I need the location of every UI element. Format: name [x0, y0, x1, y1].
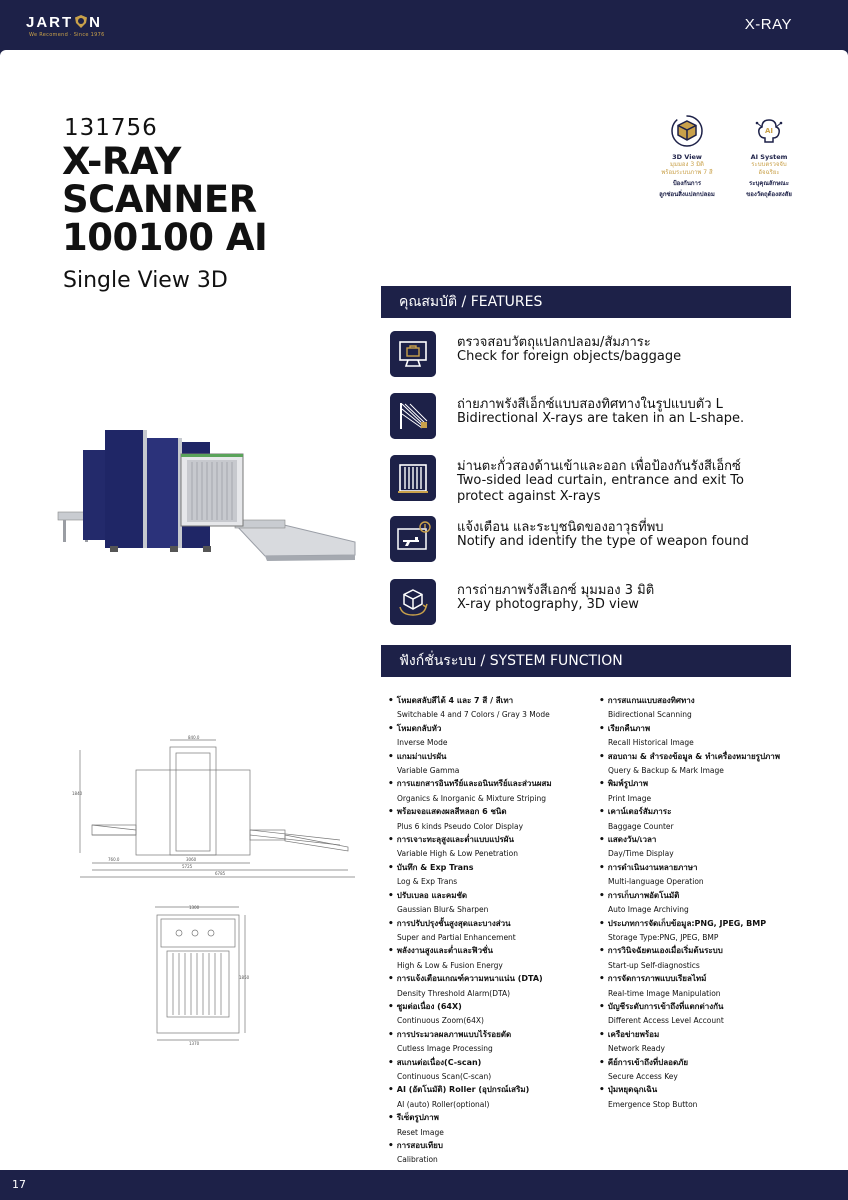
feature-en [457, 597, 639, 613]
function-item-th: • การดำเนินงานหลายภาษา [599, 861, 799, 875]
page-footer [0, 1170, 848, 1200]
product-code: 131756 [64, 115, 158, 141]
title-line: SCANNER [62, 178, 257, 221]
function-item-en: Multi-language Operation [608, 877, 704, 887]
badge-desc: ของวัตถุต้องสงสัย [746, 191, 792, 198]
system-function-heading: ฟังก์ชั่นระบบ / SYSTEM FUNCTION [381, 645, 791, 677]
badge-th: พร้อมระบบภาพ 7 สี [661, 169, 713, 176]
feature-en-line: X-ray photography, 3D view [457, 597, 639, 612]
badge-title: AI System [750, 153, 788, 161]
function-item-en: Different Access Level Account [608, 1016, 724, 1026]
logo-tagline: We Recomend · Since 1976 [29, 32, 105, 38]
svg-text:AI: AI [764, 127, 774, 135]
feature-en-line: Notify and identify the type of weapon found [457, 534, 749, 549]
function-item-en: Recall Historical Image [608, 738, 694, 748]
feature-en [457, 534, 749, 550]
title-line: 100100 AI [62, 216, 268, 259]
badge-desc: ป้องกันการ [672, 180, 702, 187]
function-item-en: Continuous Scan(C-scan) [397, 1071, 492, 1081]
badge-title: 3D View [672, 153, 702, 161]
function-item-th: • เคาน์เตอร์สัมภาระ [599, 805, 799, 819]
function-item-en: Super and Partial Enhancement [397, 932, 516, 942]
function-item-th: • การปรับปรุงชั้นสูงสุดและบางส่วน [388, 917, 598, 931]
badge-desc: ระบุคุณลักษณะ [749, 180, 789, 187]
function-item-en: Secure Access Key [608, 1071, 678, 1081]
dim-front-top: 1300 [189, 905, 200, 911]
function-item-th: • แสดงวัน/เวลา [599, 833, 799, 847]
function-item-th: • การจัดการภาพแบบเรียลไทม์ [599, 972, 799, 986]
dim-height: 1840 [72, 791, 83, 796]
badge-th: มุมมอง 3 มิติ [670, 161, 704, 168]
function-item-en: Query & Backup & Mark Image [608, 766, 724, 776]
function-item-en: Inverse Mode [397, 738, 448, 748]
function-item-th: • รีเซ็ตรูปภาพ [388, 1111, 598, 1125]
function-item-en: AI (auto) Roller(optional) [397, 1099, 490, 1109]
feature-th: ตรวจสอบวัตถุแปลกปลอม/สัมภาระ [457, 335, 651, 350]
badge-3d-view [651, 113, 723, 199]
feature-item [390, 331, 790, 377]
function-item-en: Cutless Image Processing [397, 1044, 493, 1054]
function-item-th: • โหมดกลับหัว [388, 722, 598, 736]
function-item-th: • บันทึก & Exp Trans [388, 861, 598, 875]
feature-item [390, 393, 790, 439]
function-item-en: Switchable 4 and 7 Colors / Gray 3 Mode [397, 710, 550, 720]
function-item-th: • AI (อัตโนมัติ) Roller (อุปกรณ์เสริม) [388, 1083, 598, 1097]
feature-th: การถ่ายภาพรังสีเอกซ์ มุมมอง 3 มิติ [457, 583, 655, 598]
function-list-right [599, 694, 799, 1111]
function-item-th: • การเก็บภาพอัตโนมัติ [599, 889, 799, 903]
function-item-th: • การแจ้งเตือนเกณฑ์ความหนาแน่น (DTA) [388, 972, 598, 986]
function-item-th: • ปรับเบลอ และคมชัด [388, 889, 598, 903]
feature-item [390, 579, 790, 625]
feature-th: ม่านตะกั่วสองด้านเข้าและออก เพื่อป้องกันรังสีเอ็กซ์ [457, 459, 741, 474]
page-header [0, 0, 848, 50]
function-item-en: Network Ready [608, 1044, 665, 1054]
function-item-en: Emergence Stop Button [608, 1099, 698, 1109]
feature-en-line: Bidirectional X-rays are taken in an L-shape. [457, 411, 745, 426]
function-list-left [388, 694, 598, 1167]
function-item-en: Continuous Zoom(64X) [397, 1016, 484, 1026]
function-item-th: • แกมม่าแปรผัน [388, 750, 598, 764]
function-item-th: • การวินิจฉัยตนเองเมื่อเริ่มต้นระบบ [599, 944, 799, 958]
title-line: X-RAY [62, 140, 181, 183]
feature-item [390, 516, 790, 562]
feature-en [457, 473, 744, 505]
function-item-th: • การเจาะทะลุสูงและต่ำแบบแปรผัน [388, 833, 598, 847]
function-item-th: • สแกนต่อเนื่อง(C-scan) [388, 1056, 598, 1070]
function-item-th: • ซูมต่อเนื่อง (64X) [388, 1000, 598, 1014]
front-view-drawing [145, 905, 250, 1045]
logo-shield-icon [74, 14, 88, 29]
feature-en-line: protect against X-rays [457, 489, 601, 504]
function-item-th: • การประมวลผลภาพแบบไร้รอยตัด [388, 1028, 598, 1042]
function-item-en: Bidirectional Scanning [608, 710, 692, 720]
side-view-drawing [70, 735, 355, 880]
function-item-th: • การสอบเทียบ [388, 1139, 598, 1153]
function-item-en: Plus 6 kinds Pseudo Color Display [397, 821, 524, 831]
function-item-en: Storage Type:PNG, JPEG, BMP [608, 932, 719, 942]
lead-curtain-icon [390, 455, 436, 501]
function-item-th: • พลังงานสูงและต่ำและฟิวชั่น [388, 944, 598, 958]
function-item-th: • เรียกคืนภาพ [599, 722, 799, 736]
product-subtitle: Single View 3D [63, 268, 228, 293]
function-item-th: • บัญชีระดับการเข้าถึงที่แตกต่างกัน [599, 1000, 799, 1014]
monitor-baggage-icon [390, 331, 436, 377]
badge-ai-system [733, 113, 805, 199]
function-item-en: Log & Exp Trans [397, 877, 458, 887]
function-item-en: Variable Gamma [397, 766, 460, 776]
dim-total-len: 5725 [182, 864, 193, 869]
ai-brain-icon [751, 113, 787, 149]
badge-desc: ลูกซ่อนสิ่งแปลกปลอม [659, 191, 715, 198]
feature-item [390, 455, 790, 504]
category-label: X-RAY [744, 16, 792, 33]
feature-th: ถ่ายภาพรังสีเอ็กซ์แบบสองทิศทางในรูปแบบตัว L [457, 397, 723, 412]
function-item-en: Variable High & Low Penetration [397, 849, 518, 859]
function-item-th: • พิมพ์รูปภาพ [599, 777, 799, 791]
function-item-th: • การสแกนแบบสองทิศทาง [599, 694, 799, 708]
function-item-en: Day/Time Display [608, 849, 674, 859]
feature-en [457, 411, 744, 427]
features-heading: คุณสมบัติ / FEATURES [381, 286, 791, 318]
dim-mid-len: 3060 [186, 857, 197, 862]
function-item-en: Calibration [397, 1155, 438, 1165]
function-item-th: • คีย์การเข้าถึงที่ปลอดภัย [599, 1056, 799, 1070]
badge-th: ระบบตรวจจับ [751, 161, 787, 168]
function-item-en: Density Threshold Alarm(DTA) [397, 988, 511, 998]
function-item-th: • เครือข่ายพร้อม [599, 1028, 799, 1042]
dim-front-height: 1850 [239, 975, 250, 980]
xray-scanner-render [55, 420, 360, 570]
product-title [62, 140, 268, 259]
weapon-alert-icon [390, 516, 436, 562]
dim-top-width: 840.0 [188, 735, 200, 740]
function-item-th: • ปุ่มหยุดฉุกเฉิน [599, 1083, 799, 1097]
dim-overall: 6785 [215, 871, 226, 876]
xray-beam-icon [390, 393, 436, 439]
feature-th: แจ้งเตือน และระบุชนิดของอาวุธที่พบ [457, 520, 664, 535]
function-item-en: Reset Image [397, 1127, 444, 1137]
dim-front-bottom: 1370 [189, 1041, 200, 1045]
function-item-th: • โหมดสลับสีได้ 4 และ 7 สี / สีเทา [388, 694, 598, 708]
brand-logo: JART N [26, 14, 103, 31]
function-item-en: Baggage Counter [608, 821, 674, 831]
dim-left-len: 760.0 [108, 857, 120, 862]
function-item-en: Start-up Self-diagnostics [608, 960, 700, 970]
function-item-en: Gaussian Blur& Sharpen [397, 905, 489, 915]
3d-rotate-icon [390, 579, 436, 625]
function-item-en: High & Low & Fusion Energy [397, 960, 503, 970]
feature-en-line: Check for foreign objects/baggage [457, 349, 682, 364]
function-item-th: • สอบถาม & สำรองข้อมูล & ทำเครื่องหมายรูปภาพ [599, 750, 799, 764]
feature-en [457, 349, 681, 365]
feature-en-line: Two-sided lead curtain, entrance and exit To [457, 473, 744, 488]
function-item-th: • พร้อมจอแสดงผลสีหลอก 6 ชนิด [388, 805, 598, 819]
function-item-en: Auto Image Archiving [608, 905, 689, 915]
function-item-en: Print Image [608, 793, 652, 803]
page-number: 17 [12, 1178, 26, 1191]
function-item-th: • ประเภทการจัดเก็บข้อมูล:PNG, JPEG, BMP [599, 917, 799, 931]
badge-th: อัจฉริยะ [758, 169, 780, 176]
function-item-en: Real-time Image Manipulation [608, 988, 721, 998]
function-item-en: Organics & Inorganic & Mixture Striping [397, 793, 546, 803]
function-item-th: • การแยกสารอินทรีย์และอนินทรีย์และส่วนผสม [388, 777, 598, 791]
3d-cube-icon [669, 113, 705, 149]
